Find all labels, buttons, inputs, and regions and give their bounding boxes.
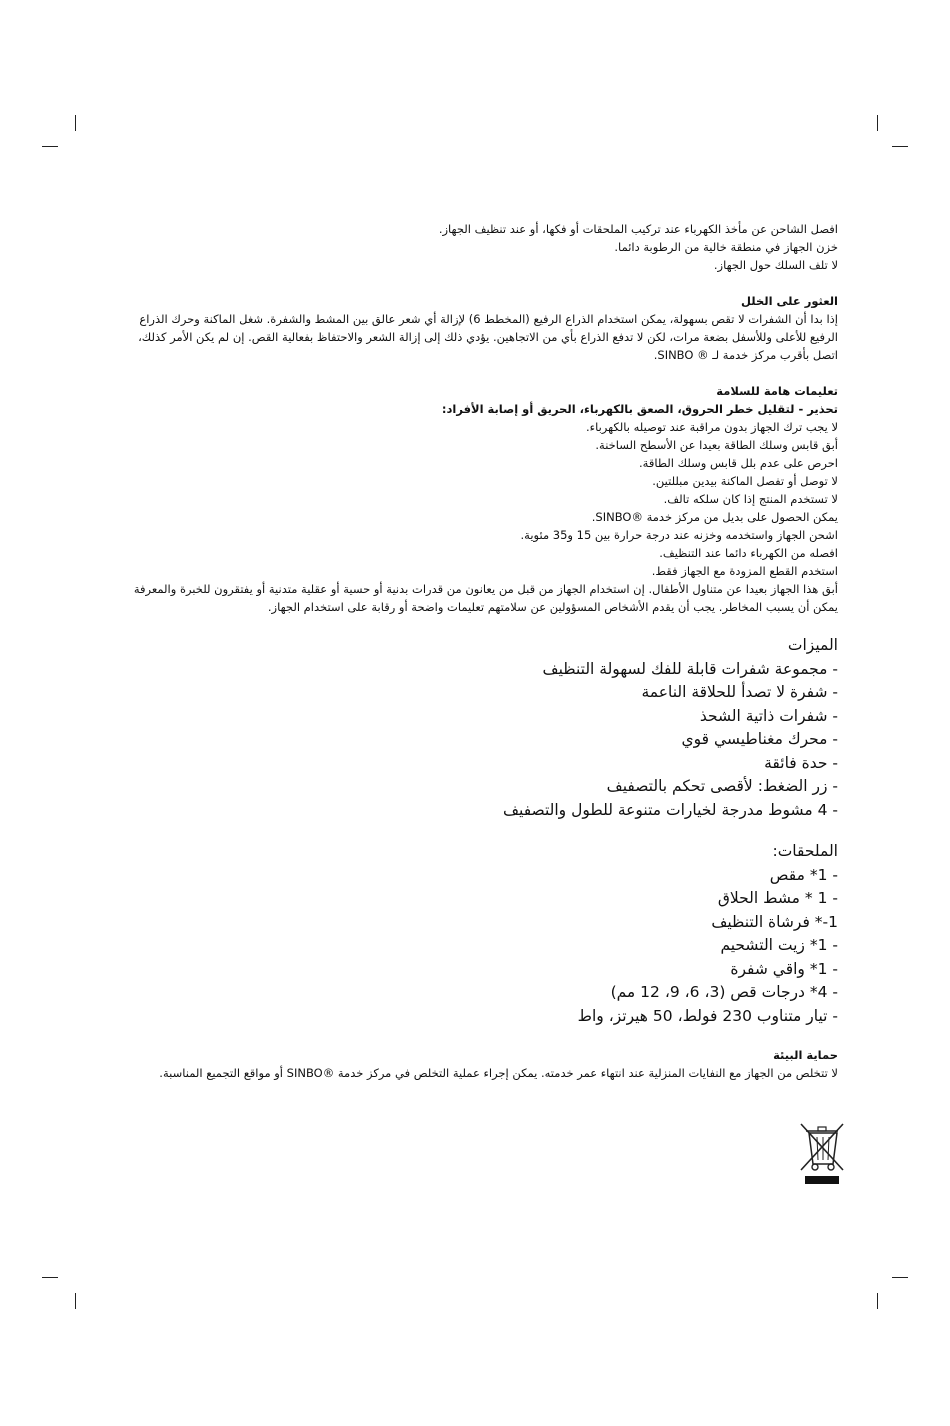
features-title: الميزات [787, 636, 838, 654]
accessory-item: - 1 * مشط الحلاق [717, 889, 838, 907]
safety-line: افصله من الكهرباء دائما عند التنظيف. [659, 546, 838, 560]
weee-bin-icon [797, 1120, 847, 1190]
accessory-item: - 1* زيت التشحيم [720, 936, 838, 954]
environment-text: لا تتخلص من الجهاز مع النفايات المنزلية عند انتهاء عمر خدمته. يمكن إجراء عملية التخلص في مركز خدمة ®SINBO أو مواقع التجميع المناسبة. [159, 1066, 838, 1080]
accessories-title: الملحقات: [772, 842, 838, 860]
crop-mark [75, 115, 76, 131]
accessories-section [112, 840, 838, 1028]
safety-line: اشحن الجهاز واستخدمه وخزنه عند درجة حرارة بين 15 و35 مئوية. [520, 528, 838, 542]
intro-line: لا تلف السلك حول الجهاز. [713, 258, 838, 272]
troubleshooting-text: إذا بدا أن الشفرات لا تقص بسهولة، يمكن استخدام الذراع الرفيع (المخطط 6) لإزالة أي شعر عالق بين المشط والشفرة. شغل الماكنة وحرك الذراع الرفيع للأعلى وللأسفل بضعة مرات، لكن لا تدفع الذراع بأي من الاتجاهين. يؤدي ذلك إلى إزالة الشعر والاحتفاظ بفعالية القص. إن لم يكن الأمر كذلك، اتصل بأقرب مركز خدمة لـ ® SINBO. [138, 312, 838, 362]
crop-mark [42, 1277, 58, 1278]
accessory-item: 1-* فرشاة التنظيف [711, 912, 838, 931]
crop-mark [75, 1293, 76, 1309]
features-section [112, 634, 838, 822]
crop-mark [877, 115, 878, 131]
accessory-item: - تيار متناوب 230 فولط، 50 هيرتز، واط [577, 1006, 838, 1025]
intro-section [112, 220, 838, 274]
intro-line: خزن الجهاز في منطقة خالية من الرطوبة دائما. [614, 240, 838, 254]
safety-line: استخدم القطع المزودة مع الجهاز فقط. [651, 564, 838, 578]
crop-mark [892, 146, 908, 147]
feature-item: - مجموعة شفرات قابلة للفك لسهولة التنظيف [542, 659, 838, 678]
feature-item: - 4 مشوط مدرجة لخيارات متنوعة للطول والتصفيف [502, 800, 838, 819]
feature-item: - شفرة لا تصدأ للحلاقة الناعمة [641, 683, 838, 701]
intro-line: افصل الشاحن عن مأخذ الكهرباء عند تركيب الملحقات أو فكها، أو عند تنظيف الجهاز. [438, 222, 838, 236]
safety-line: لا يجب ترك الجهاز بدون مراقبة عند توصيله بالكهرباء. [586, 420, 838, 434]
safety-title: تعليمات هامة للسلامة [716, 384, 838, 398]
accessory-item: - 4* درجات قص (3، 6، 9، 12 مم) [610, 983, 838, 1001]
feature-item: - حدة فائقة [764, 753, 838, 772]
safety-section [112, 382, 838, 616]
safety-line: يمكن الحصول على بديل من مركز خدمة ®SINBO. [591, 510, 838, 524]
crop-mark [877, 1293, 878, 1309]
environment-section [112, 1046, 838, 1082]
accessory-item: - 1* واقي شفرة [730, 959, 838, 978]
document-body [112, 220, 838, 1082]
safety-line: أبق قابس وسلك الطاقة بعيدا عن الأسطح الساخنة. [595, 438, 838, 452]
feature-item: - شفرات ذاتية الشحذ [699, 706, 838, 725]
feature-item: - محرك مغناطيسي قوي [681, 730, 838, 748]
safety-line: أبق هذا الجهاز بعيدا عن متناول الأطفال. إن استخدام الجهاز من قبل من يعانون من قدرات بدنية أو حسية أو عقلية متدنية أو يفتقرون للخبرة والمعرفة يمكن أن يسبب المخاطر. يجب أن يقدم الأشخاص المسؤولين عن سلامتهم تعليمات واضحة أو رقابة على استخدام الجهاز. [133, 582, 838, 614]
troubleshooting-section [112, 292, 838, 364]
safety-line: لا توصل أو تفصل الماكنة بيدين مبللتين. [652, 474, 838, 488]
crop-mark [42, 146, 58, 147]
crop-mark [892, 1277, 908, 1278]
safety-line: لا تستخدم المنتج إذا كان سلكه تالف. [663, 492, 838, 506]
feature-item: - زر الضغط: لأقصى تحكم بالتصفيف [606, 777, 838, 795]
accessory-item: - 1* مقص [769, 865, 838, 884]
environment-title: حماية البيئة [773, 1048, 838, 1062]
troubleshooting-title: العثور على الخلل [741, 294, 838, 308]
safety-line: احرص على عدم بلل قابس وسلك الطاقة. [639, 456, 838, 470]
safety-warning: تحذير - لتقليل خطر الحروق، الصعق بالكهرباء، الحريق أو إصابة الأفراد: [441, 402, 838, 416]
